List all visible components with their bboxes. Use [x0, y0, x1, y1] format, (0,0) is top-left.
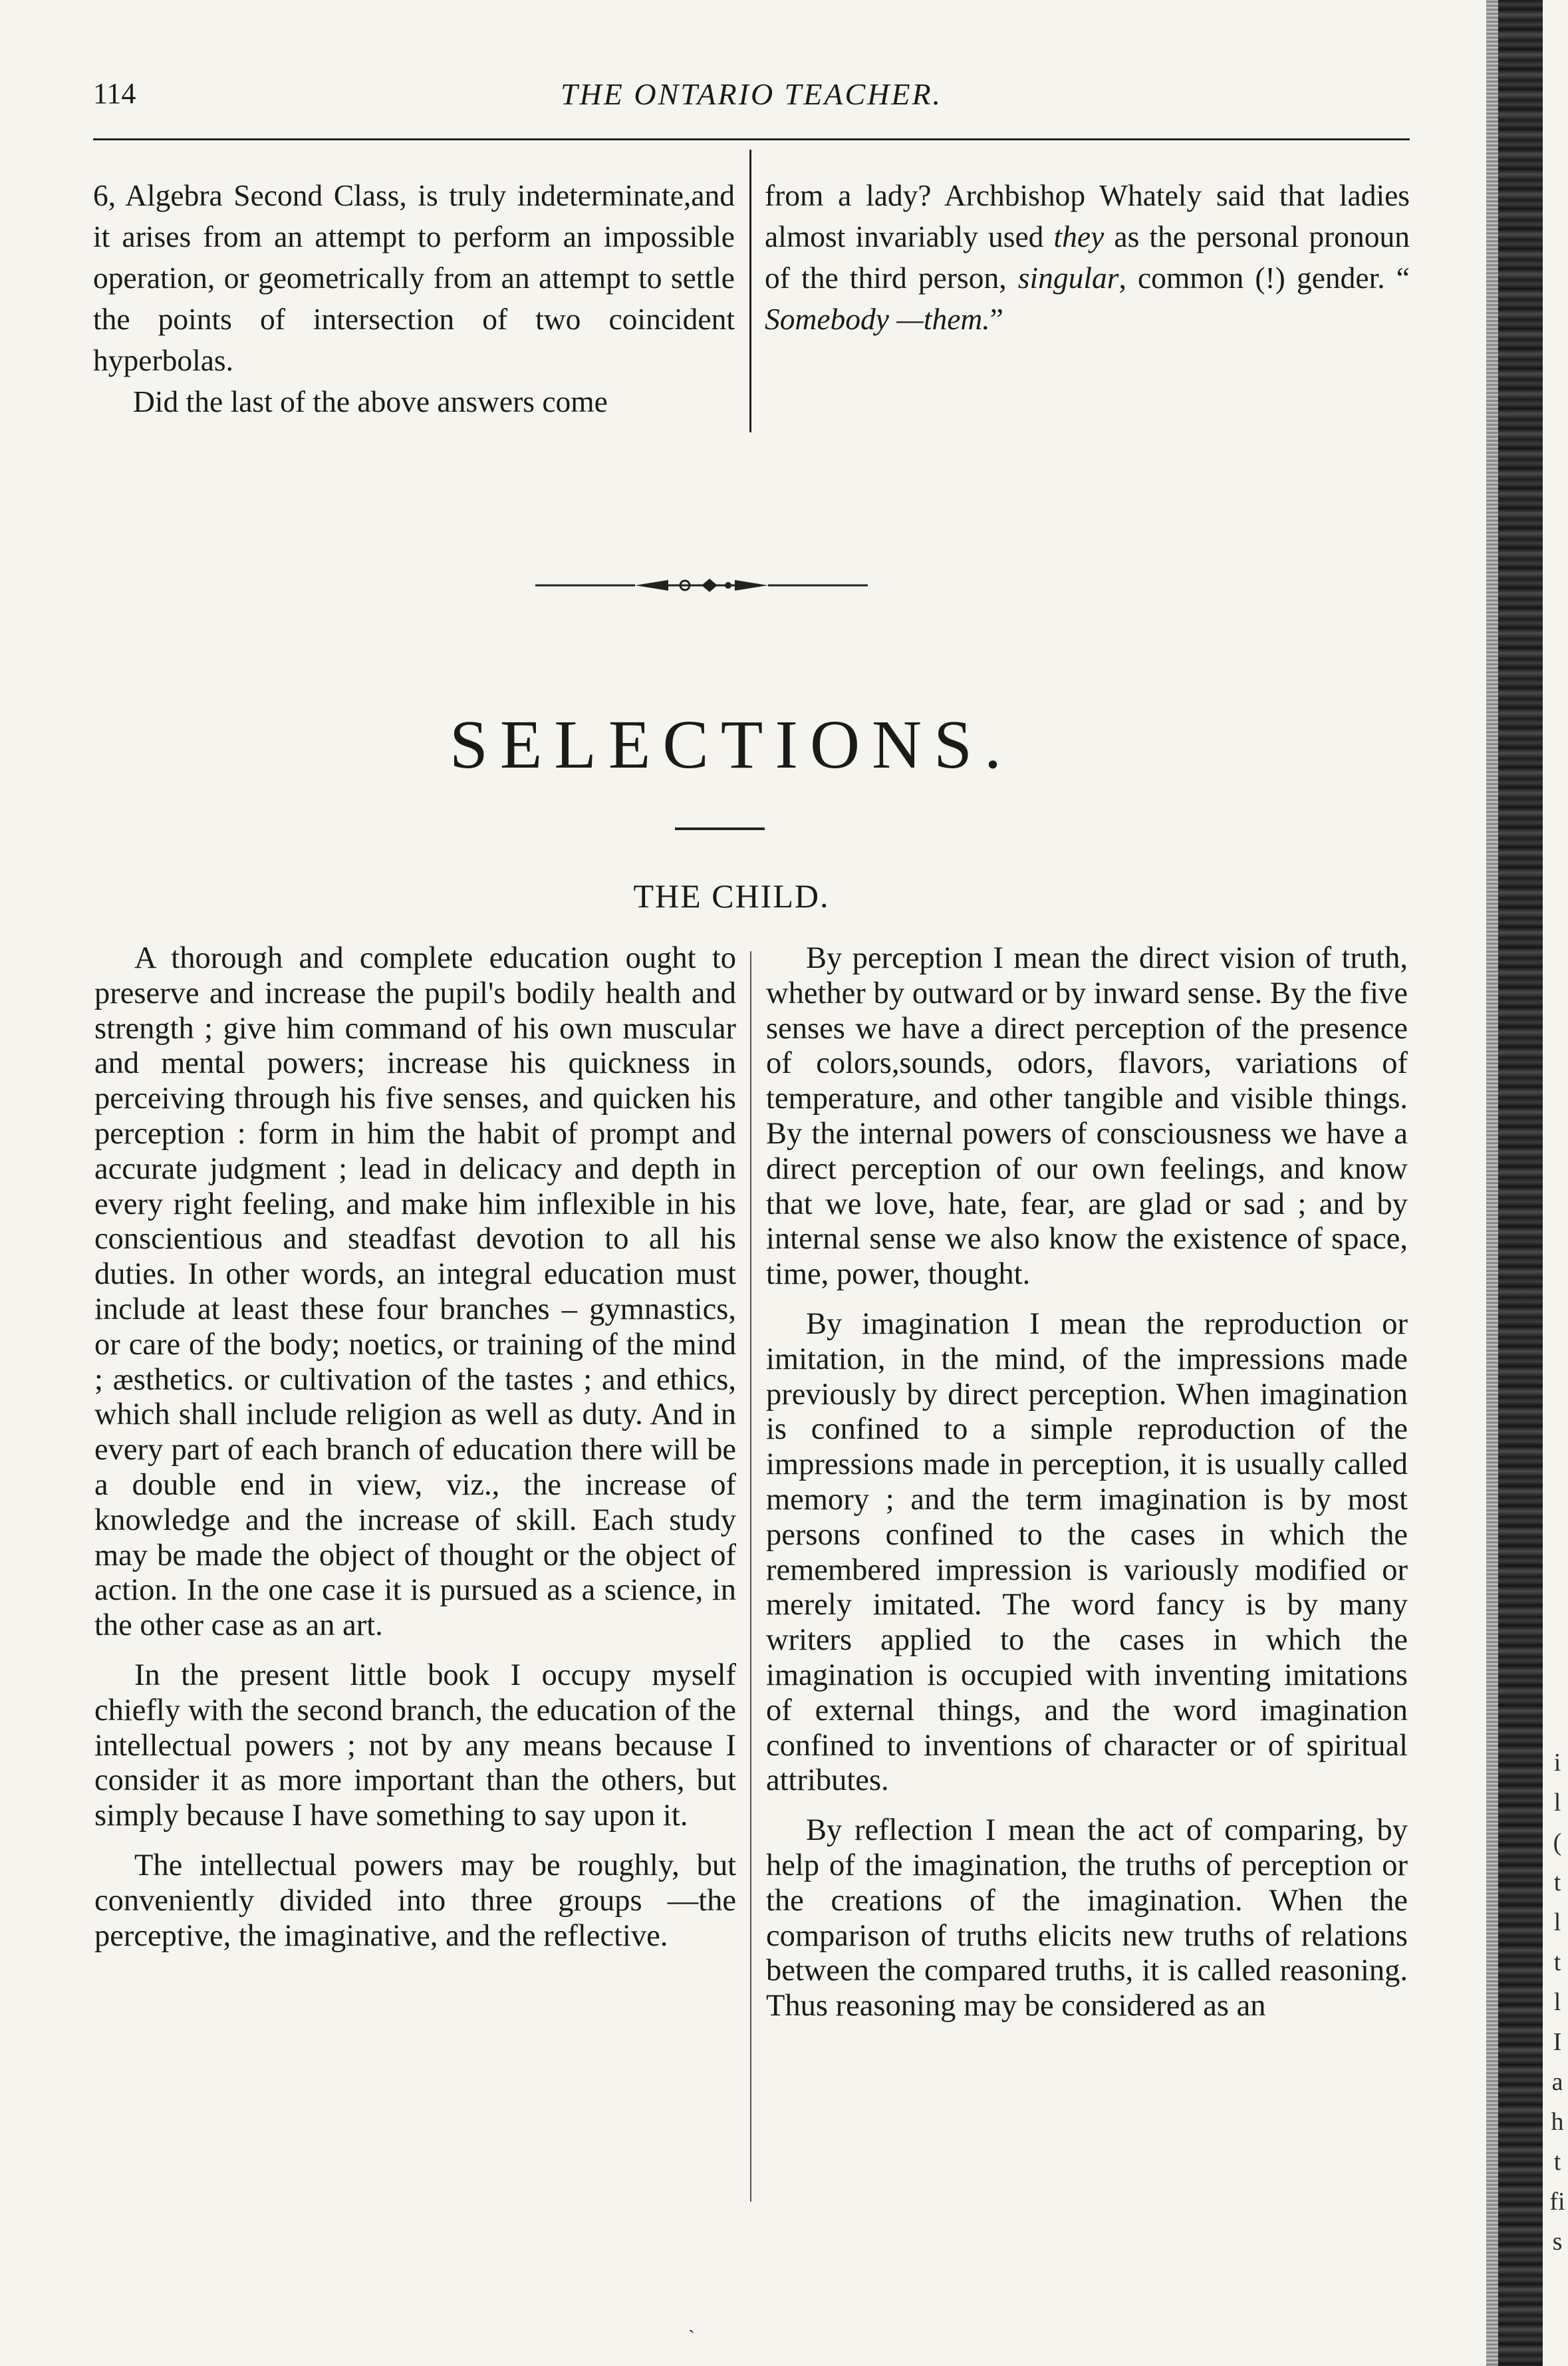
title-rule [675, 827, 765, 830]
margin-letter: l [1553, 1908, 1561, 1936]
body-right-column [766, 941, 1408, 2039]
next-page-margin-letters [1547, 1743, 1568, 2262]
margin-letter: t [1553, 2148, 1561, 2176]
section-title: SELECTIONS. [450, 706, 1013, 783]
paragraph [765, 175, 1410, 340]
top-left-column [93, 175, 735, 422]
ornament-rule-icon [535, 572, 868, 599]
margin-letter: t [1553, 1868, 1561, 1896]
margin-letter: s [1552, 2228, 1563, 2256]
paragraph: Did the last of the above answers come [133, 384, 608, 418]
paragraph: In the present little book I occupy myself chiefly with the second branch, the education of the intellectual powers ; not by any means because I consider it as more important than the others, but simply because I have something to say upon it. [94, 1658, 736, 1833]
margin-letter: I [1553, 2028, 1562, 2056]
paragraph: By reflection I mean the act of comparing, by help of the imagination, the truths of perception or the creations of the imagination. When the comparison of truths elicits new truths of relations between the compared truths, it is called reasoning. Thus reasoning may be considered as an [766, 1813, 1408, 2023]
text-run: as the personal pronoun of the third person, [765, 220, 1410, 295]
paragraph: By perception I mean the direct vision of truth, whether by outward or by inward sense. By the five senses we have a direct perception of the presence of colors,sounds, odors, flavors, variations of temperature, and other tangible and visible things. By the internal powers of consciousness we have a direct perception of our own feelings, and know that we love, hate, fear, are glad or sad ; and by internal sense we also know the existence of space, time, power, thought. [766, 941, 1408, 1292]
column-divider [750, 951, 751, 2202]
article-heading: THE CHILD. [633, 877, 830, 915]
top-right-column [765, 175, 1410, 340]
paragraph: The intellectual powers may be roughly, but conveniently divided into three groups —the perceptive, the imaginative, and the reflective. [94, 1848, 736, 1953]
running-head: THE ONTARIO TEACHER. [560, 77, 943, 111]
italic-quote: Somebody —them. [765, 302, 990, 336]
margin-letter: i [1553, 1749, 1561, 1777]
text-run: from a lady? Archbishop Whately said that ladies almost invariably used [765, 178, 1410, 253]
margin-letter: t [1553, 1948, 1561, 1976]
page-binding-edge [1486, 0, 1543, 2366]
italic-text: they [1053, 220, 1105, 253]
margin-letter: a [1551, 2068, 1563, 2096]
paragraph: By imagination I mean the reproduction or imitation, in the mind, of the impressions made previously by direct perception. When imagination is confined to a simple reproduction of the impressions made in perception, it is usually called memory ; and the term imagination is by most persons confined to the cases in which the remembered impression is variously modified or merely imitated. The word fancy is by many writers applied to the cases in which the imagination is occupied with inventing imitations of external things, and the word imagination confined to inventions of character or of spiritual attributes. [766, 1306, 1408, 1798]
body-left-column [94, 941, 736, 1968]
column-divider [749, 150, 751, 432]
paragraph: 6, Algebra Second Class, is truly indeterminate,and it arises from an attempt to perform an impossible operation, or geometrically from an attempt to settle the points of intersection of two coincident hyperbolas. [93, 178, 735, 377]
paragraph: A thorough and complete education ought to preserve and increase the pupil's bodily health and strength ; give him command of his own muscular and mental powers; increase his quickness in perceiving through his five senses, and quicken his perception : form in him the habit of prompt and accurate judgment ; lead in delicacy and depth in every right feeling, and make him inflexible in his conscientious and steadfast devotion to all his duties. In other words, an integral education must include at least these four branches – gymnastics, or care of the body; noetics, or training of the mind ; æsthetics. or cultivation of the tastes ; and ethics, which shall include religion as well as duty. And in every part of each branch of education there will be a double end in view, viz., the increase of knowledge and the increase of skill. Each study may be made the object of thought or the object of action. In the one case it is pursued as a science, in the other case as an art. [94, 941, 736, 1643]
text-run: ” [989, 302, 1003, 336]
margin-letter: l [1553, 1988, 1561, 2016]
page-number: 114 [93, 77, 136, 110]
margin-letter: ( [1553, 1829, 1562, 1856]
margin-letter: fi [1549, 2188, 1565, 2216]
margin-letter: h [1551, 2108, 1564, 2136]
page-header [93, 76, 1410, 116]
italic-text: singular [1017, 261, 1119, 295]
text-run: , common (!) gender. “ [1118, 261, 1410, 295]
bottom-mark-icon: ˎ [688, 2311, 695, 2333]
margin-letter: l [1553, 1789, 1561, 1817]
header-rule [93, 138, 1410, 140]
